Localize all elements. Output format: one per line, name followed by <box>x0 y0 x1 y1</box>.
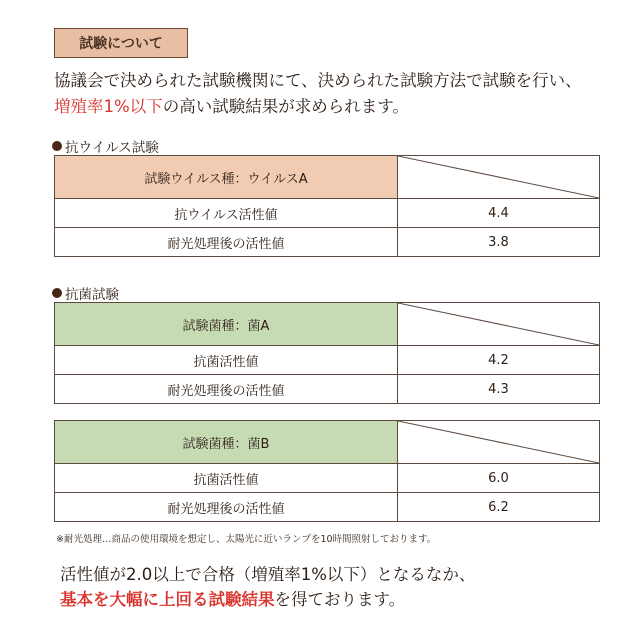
row-label: 耐光処理後の活性値 <box>55 375 398 404</box>
table-row <box>55 375 600 404</box>
bullet-icon <box>52 141 62 151</box>
row-value: 3.8 <box>398 228 600 257</box>
row-value: 6.2 <box>398 493 600 522</box>
diagonal-line <box>398 421 599 463</box>
row-value: 4.3 <box>398 375 600 404</box>
table-header: 試験菌種：菌A <box>55 303 398 346</box>
table-row <box>55 199 600 228</box>
antiviral-title: 抗ウイルス試験 <box>65 140 159 156</box>
conclusion-line-2-rest: を得ております。 <box>274 590 406 609</box>
table-row <box>55 228 600 257</box>
diagonal-cell <box>398 303 600 346</box>
intro-text <box>54 68 582 120</box>
intro-line-1: 協議会で決められた試験機関にて、決められた試験方法で試験を行い、 <box>54 71 582 90</box>
footnote: ※耐光処理…商品の使用環境を想定し、太陽光に近いランプを10時間照射しております。 <box>56 534 437 545</box>
table-header: 試験ウイルス種：ウイルスA <box>55 156 398 199</box>
antibacterial-table-a <box>54 302 600 404</box>
conclusion-text <box>60 562 475 612</box>
row-value: 4.2 <box>398 346 600 375</box>
bullet-icon <box>52 288 62 298</box>
antibacterial-heading <box>52 283 119 303</box>
row-label: 抗ウイルス活性値 <box>55 199 398 228</box>
diagonal-line <box>398 156 599 198</box>
row-label: 耐光処理後の活性値 <box>55 493 398 522</box>
row-label: 抗菌活性値 <box>55 464 398 493</box>
conclusion-line-2 <box>60 587 475 612</box>
diagonal-cell <box>398 421 600 464</box>
antiviral-heading <box>52 136 159 156</box>
table-row <box>55 346 600 375</box>
table-header: 試験菌種：菌B <box>55 421 398 464</box>
conclusion-line-1: 活性値が2.0以上で合格（増殖率1%以下）となるなか、 <box>60 565 476 584</box>
table-header-row <box>55 303 600 346</box>
table-header-row <box>55 156 600 199</box>
diagonal-line <box>398 303 599 345</box>
row-label: 抗菌活性値 <box>55 346 398 375</box>
antibacterial-title: 抗菌試験 <box>65 287 119 303</box>
table-row <box>55 493 600 522</box>
conclusion-highlight: 基本を大幅に上回る試験結果 <box>60 590 275 609</box>
antibacterial-table-b <box>54 420 600 522</box>
intro-line-2-rest: の高い試験結果が求められます。 <box>162 97 409 116</box>
diagonal-cell <box>398 156 600 199</box>
table-row <box>55 464 600 493</box>
intro-highlight: 増殖率1%以下 <box>54 97 163 116</box>
row-value: 6.0 <box>398 464 600 493</box>
table-header-row <box>55 421 600 464</box>
section-badge: 試験について <box>54 28 188 58</box>
row-label: 耐光処理後の活性値 <box>55 228 398 257</box>
antiviral-table <box>54 155 600 257</box>
row-value: 4.4 <box>398 199 600 228</box>
intro-line-2 <box>54 94 582 120</box>
